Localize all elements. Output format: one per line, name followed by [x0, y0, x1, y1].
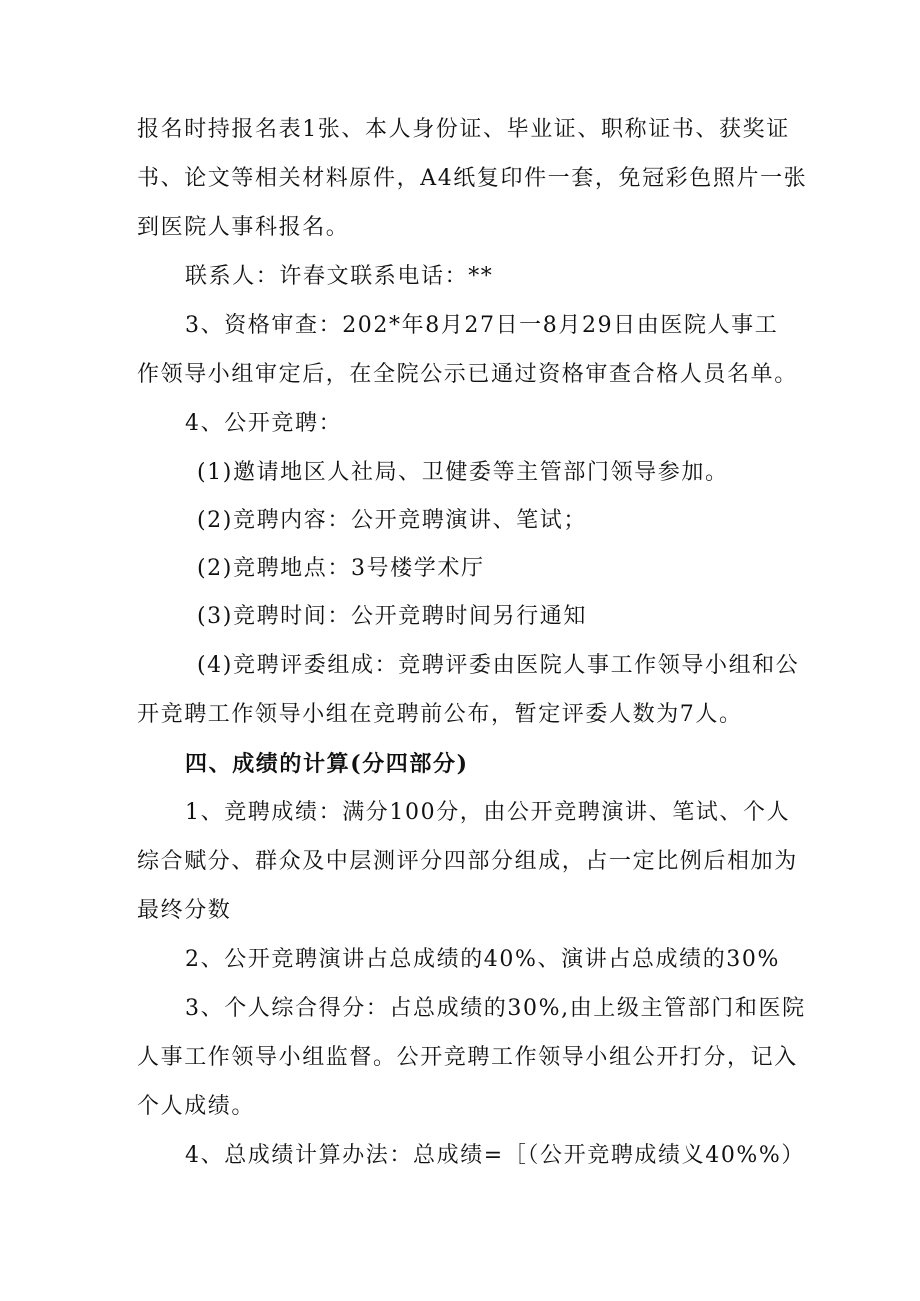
- paragraph-line: 1、竞聘成绩：满分100分，由公开竞聘演讲、笔试、个人: [185, 800, 791, 825]
- paragraph-line: 开竞聘工作领导小组在竞聘前公布，暂定评委人数为7人。: [137, 702, 743, 727]
- paragraph-line: 报名时持报名表1张、本人身份证、毕业证、职称证书、获奖证: [137, 117, 790, 142]
- paragraph-line: 作领导小组审定后，在全院公示已通过资格审查合格人员名单。: [137, 362, 798, 387]
- section-heading: 四、成绩的计算(分四部分): [185, 751, 469, 777]
- contact-line: 联系人：许春文联系电话：**: [185, 264, 494, 289]
- list-item: (2)竞聘地点：3号楼学术厅: [197, 556, 485, 581]
- list-item: (2)竞聘内容：公开竞聘演讲、笔试；: [197, 508, 587, 533]
- paragraph-line: 综合赋分、群众及中层测评分四部分组成，占一定比例后相加为: [137, 849, 798, 874]
- paragraph-line: 2、公开竞聘演讲占总成绩的40%、演讲占总成绩的30%: [185, 947, 780, 972]
- paragraph-line: 个人成绩。: [137, 1094, 256, 1119]
- list-item: (1)邀请地区人社局、卫健委等主管部门领导参加。: [197, 460, 729, 485]
- paragraph-line: 3、资格审查：202*年8月27日一8月29日由医院人事工: [185, 313, 779, 338]
- section-item-heading: 4、公开竞聘：: [185, 411, 343, 436]
- paragraph-line: 人事工作领导小组监督。公开竞聘工作领导小组公开打分，记入: [137, 1045, 798, 1070]
- list-item: (4)竞聘评委组成：竞聘评委由医院人事工作领导小组和公: [197, 653, 800, 678]
- paragraph-line: 到医院人事科报名。: [137, 215, 350, 240]
- paragraph-line: 4、总成绩计算办法：总成绩=［（公开竞聘成绩义40%%）: [185, 1143, 806, 1168]
- paragraph-line: 书、论文等相关材料原件，A4纸复印件一套，免冠彩色照片一张: [137, 166, 808, 191]
- paragraph-line: 最终分数: [137, 898, 232, 923]
- list-item: (3)竞聘时间：公开竞聘时间另行通知: [197, 604, 587, 629]
- paragraph-line: 3、个人综合得分：占总成绩的30%,由上级主管部门和医院: [185, 996, 806, 1021]
